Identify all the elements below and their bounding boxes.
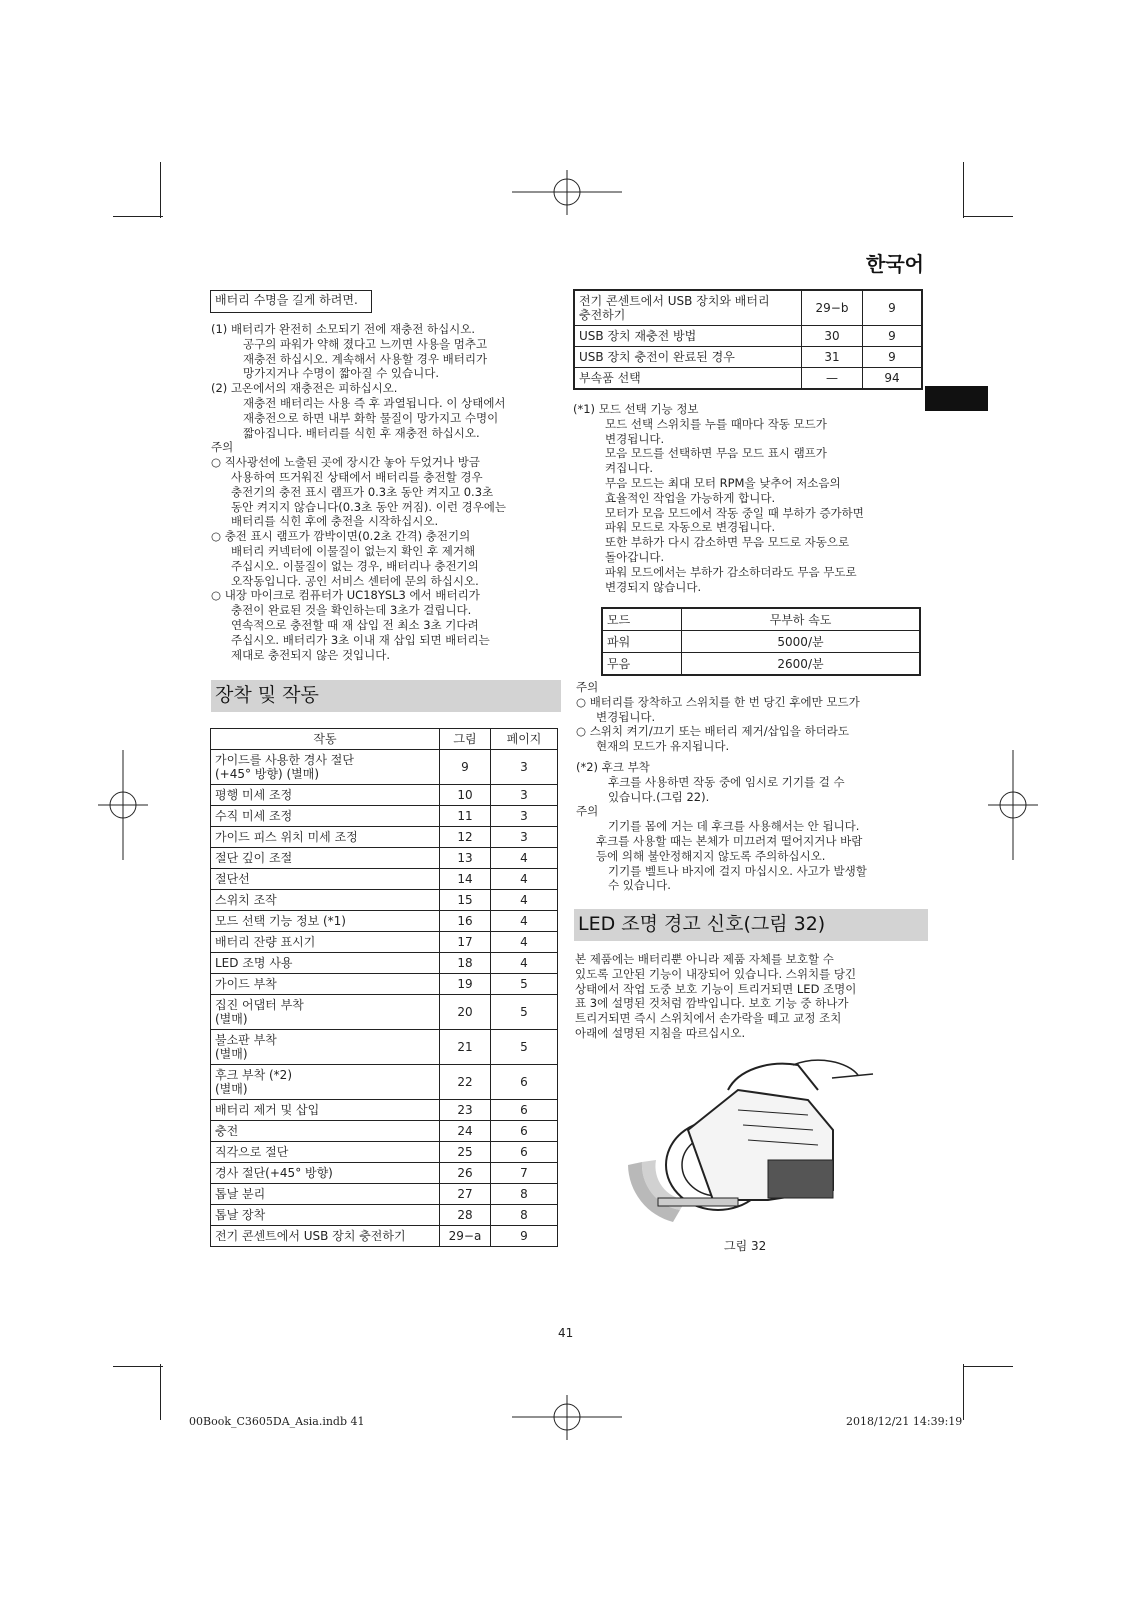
operation-cell: 수직 미세 조정	[211, 806, 440, 827]
figure-cell: 24	[440, 1121, 491, 1142]
page-cell: 9	[863, 326, 923, 347]
table-row	[211, 827, 558, 848]
mode-selection-note	[573, 402, 923, 594]
page-cell: 4	[491, 848, 558, 869]
registration-mark-bottom	[512, 1395, 622, 1440]
table-row	[211, 890, 558, 911]
text-line: ○ 직사광선에 노출된 곳에 장시간 놓아 두었거나 방금	[211, 455, 480, 470]
operation-table-continued	[573, 289, 923, 390]
text-line: 표 3에 설명된 것처럼 깜박입니다. 보호 기능 중 하나가	[575, 996, 849, 1011]
page-cell: 4	[491, 890, 558, 911]
crop-mark	[160, 1364, 161, 1420]
figure-cell: 30	[802, 326, 863, 347]
table-row	[211, 974, 558, 995]
table-header: 무부하 속도	[682, 608, 921, 631]
text-line: 무음 모드는 최대 모터 RPM을 낮추어 저소음의	[605, 475, 841, 490]
mode-cell: 무음	[602, 653, 682, 676]
page-cell: 5	[491, 995, 558, 1030]
text-line: 동안 켜지지 않습니다(0.3초 동안 꺼짐). 이런 경우에는	[231, 499, 507, 514]
table-header: 모드	[602, 608, 682, 631]
figure-cell: 15	[440, 890, 491, 911]
registration-mark-right	[988, 750, 1038, 860]
operation-cell: 가이드 부착	[211, 974, 440, 995]
text-line: 변경됩니다.	[605, 431, 665, 446]
page-cell: 3	[491, 827, 558, 848]
text-line: (2) 고온에서의 재충전은 피하십시오.	[211, 381, 398, 396]
caution-label: 주의	[576, 804, 599, 819]
operation-cell: 후크 부착 (*2) (별매)	[211, 1065, 440, 1100]
text-line: 기기를 몸에 거는 데 후크를 사용해서는 안 됩니다.	[608, 819, 860, 834]
text-line: 있습니다.(그림 22).	[608, 789, 710, 804]
text-line: 후크를 사용하면 작동 중에 임시로 기기를 걸 수	[608, 774, 845, 789]
text-line: 모드 선택 스위치를 누를 때마다 작동 모드가	[605, 416, 827, 431]
table-row	[211, 806, 558, 827]
text-line: 변경되지 않습니다.	[605, 579, 702, 594]
table-row	[211, 1184, 558, 1205]
footer-filename: 00Book_C3605DA_Asia.indb 41	[189, 1415, 365, 1428]
text-line: ○ 충전 표시 램프가 깜박이면(0.2초 간격) 충전기의	[211, 529, 471, 544]
text-line: 충전기의 충전 표시 램프가 0.3초 동안 켜지고 0.3초	[231, 484, 494, 499]
table-row	[211, 1163, 558, 1184]
text-line: 망가지거나 수명이 짧아질 수 있습니다.	[243, 366, 440, 381]
operation-cell: 경사 절단(+45° 방향)	[211, 1163, 440, 1184]
figure-cell: 13	[440, 848, 491, 869]
language-label: 한국어	[866, 252, 924, 276]
text-line: 연속적으로 충전할 때 재 삽입 전 최소 3초 기다려	[231, 617, 479, 632]
page-cell: 6	[491, 1100, 558, 1121]
text-line: 효율적인 작업을 가능하게 합니다.	[605, 490, 776, 505]
operation-cell: 절단선	[211, 869, 440, 890]
figure-cell: 16	[440, 911, 491, 932]
page-cell: 8	[491, 1205, 558, 1226]
text-line: 배터리 커넥터에 이물질이 없는지 확인 후 제거해	[231, 543, 476, 558]
table-row	[211, 785, 558, 806]
crop-mark	[963, 162, 964, 218]
text-line: 제대로 충전되지 않은 것입니다.	[231, 647, 391, 662]
page-cell: 5	[491, 974, 558, 995]
text-line: 상태에서 작업 도중 보호 기능이 트리거되면 LED 조명이	[575, 981, 857, 996]
figure-cell: 20	[440, 995, 491, 1030]
operation-cell: 집진 어댑터 부착 (별매)	[211, 995, 440, 1030]
text-line: 모터가 모음 모드에서 작동 중일 때 부하가 증가하면	[605, 505, 864, 520]
operation-table	[210, 728, 558, 1247]
figure-cell: 12	[440, 827, 491, 848]
text-line: 사용하여 뜨거워진 상태에서 배터리를 충전할 경우	[231, 469, 483, 484]
table-row	[574, 326, 922, 347]
operation-cell: 전기 콘센트에서 USB 장치 충전하기	[211, 1226, 440, 1247]
operation-cell: 평행 미세 조정	[211, 785, 440, 806]
table-row	[602, 631, 920, 653]
text-line: 또한 부하가 다시 감소하면 무음 모드로 자동으로	[605, 535, 850, 550]
table-row	[211, 1205, 558, 1226]
figure-cell: 29−a	[440, 1226, 491, 1247]
operation-cell: 가이드를 사용한 경사 절단 (+45° 방향) (별매)	[211, 750, 440, 785]
page-cell: 8	[491, 1184, 558, 1205]
figure-caption: 그림 32	[724, 1239, 767, 1253]
table-row	[211, 911, 558, 932]
text-line: 수 있습니다.	[608, 878, 671, 893]
speed-cell: 2600/분	[682, 653, 921, 676]
page-cell: 6	[491, 1142, 558, 1163]
text-line: 공구의 파워가 약해 졌다고 느끼면 사용을 멈추고	[243, 336, 488, 351]
table-header: 작동	[211, 729, 440, 750]
led-warning-text	[575, 952, 925, 1041]
table-row	[211, 1100, 558, 1121]
circular-saw-illustration	[618, 1050, 878, 1225]
text-line: 켜집니다.	[605, 461, 654, 476]
table-row	[211, 848, 558, 869]
operation-cell: 절단 깊이 조절	[211, 848, 440, 869]
crop-mark	[963, 216, 1013, 217]
page-cell: 4	[491, 932, 558, 953]
battery-life-title: 배터리 수명을 길게 하려면.	[210, 290, 372, 313]
text-line: 파워 모드로 자동으로 변경됩니다.	[605, 520, 776, 535]
table-row	[574, 290, 922, 326]
page-cell: 7	[491, 1163, 558, 1184]
crop-mark	[963, 1364, 964, 1420]
caution-label: 주의	[211, 440, 234, 455]
figure-cell: 14	[440, 869, 491, 890]
operation-cell: LED 조명 사용	[211, 953, 440, 974]
text-line: (*2) 후크 부착	[576, 759, 650, 774]
table-row	[574, 368, 922, 390]
table-row	[211, 1030, 558, 1065]
figure-cell: 21	[440, 1030, 491, 1065]
figure-cell: 9	[440, 750, 491, 785]
table-row	[211, 1121, 558, 1142]
text-line: 오작동입니다. 공인 서비스 센터에 문의 하십시오.	[231, 573, 479, 588]
crop-mark	[113, 1366, 163, 1367]
operation-table-body	[211, 750, 558, 1247]
operation-cell: 스위치 조작	[211, 890, 440, 911]
section-tab-marker	[925, 386, 988, 411]
text-line: ○ 스위치 켜기/끄기 또는 배터리 제거/삽입을 하더라도	[576, 724, 850, 739]
page-cell: 9	[863, 347, 923, 368]
text-line: 재충전 배터리는 사용 즉 후 과열됩니다. 이 상태에서	[243, 395, 506, 410]
text-line: ○ 내장 마이크로 컴퓨터가 UC18YSL3 에서 배터리가	[211, 588, 480, 603]
figure-cell: 25	[440, 1142, 491, 1163]
speed-cell: 5000/분	[682, 631, 921, 653]
text-line: 재충전 하십시오. 계속해서 사용할 경우 배터리가	[243, 351, 488, 366]
page-cell: 6	[491, 1065, 558, 1100]
led-warning-heading: LED 조명 경고 신호(그림 32)	[574, 909, 928, 941]
text-line: 모음 모드를 선택하면 무음 모드 표시 램프가	[605, 446, 827, 461]
text-line: (1) 배터리가 완전히 소모되기 전에 재충전 하십시오.	[211, 322, 476, 336]
crop-mark	[160, 162, 161, 218]
figure-cell: 31	[802, 347, 863, 368]
page-cell: 9	[863, 290, 923, 326]
caution-label: 주의	[576, 680, 599, 694]
footer-timestamp: 2018/12/21 14:39:19	[846, 1415, 963, 1428]
mode-caution	[576, 680, 926, 893]
figure-cell: 18	[440, 953, 491, 974]
operation-cell: 불소판 부착 (별매)	[211, 1030, 440, 1065]
operation-cell: 톱날 장착	[211, 1205, 440, 1226]
text-line: (*1) 모드 선택 기능 정보	[573, 402, 699, 416]
table-header: 그림	[440, 729, 491, 750]
text-line: 후크를 사용할 때는 본체가 미끄러져 떨어지거나 바람	[596, 833, 863, 848]
battery-life-text	[211, 322, 557, 662]
operation-cell: 충전	[211, 1121, 440, 1142]
text-line: 변경됩니다.	[596, 709, 656, 724]
crop-mark	[113, 216, 163, 217]
table-row	[211, 932, 558, 953]
text-line: 돌아갑니다.	[605, 549, 665, 564]
page-cell: 94	[863, 368, 923, 390]
operation-cell: USB 장치 충전이 완료된 경우	[574, 347, 802, 368]
registration-mark-top	[512, 170, 622, 215]
text-line: 짧아집니다. 배터리를 식힌 후 재충전 하십시오.	[243, 425, 480, 440]
figure-cell: 29−b	[802, 290, 863, 326]
page-cell: 3	[491, 750, 558, 785]
text-line: 파워 모드에서는 부하가 감소하더라도 무음 무도로	[605, 564, 857, 579]
operation-cell: 모드 선택 기능 정보 (*1)	[211, 911, 440, 932]
operation-cell: 톱날 분리	[211, 1184, 440, 1205]
text-line: 재충전으로 하면 내부 화학 물질이 망가지고 수명이	[243, 410, 499, 425]
table-row	[211, 750, 558, 785]
text-line: 주십시오. 배터리가 3초 이내 재 삽입 되면 배터리는	[231, 632, 490, 647]
page-cell: 6	[491, 1121, 558, 1142]
page-cell: 4	[491, 911, 558, 932]
mode-speed-table	[601, 607, 921, 676]
table-row	[211, 953, 558, 974]
operation-cell: 부속품 선택	[574, 368, 802, 390]
page-cell: 4	[491, 869, 558, 890]
figure-cell: 10	[440, 785, 491, 806]
figure-cell: 26	[440, 1163, 491, 1184]
page-number: 41	[558, 1326, 574, 1340]
text-line: 트리거되면 즉시 스위치에서 손가락을 떼고 교정 조치	[575, 1011, 842, 1026]
operation-cell: 전기 콘센트에서 USB 장치와 배터리 충전하기	[574, 290, 802, 326]
text-line: ○ 배터리를 장착하고 스위치를 한 번 당긴 후에만 모드가	[576, 694, 860, 709]
figure-cell: 17	[440, 932, 491, 953]
figure-cell: 27	[440, 1184, 491, 1205]
text-line: 기기를 벨트나 바지에 걸지 마십시오. 사고가 발생할	[608, 863, 867, 878]
table-row	[211, 1142, 558, 1163]
operation-cell: 가이드 피스 위치 미세 조정	[211, 827, 440, 848]
table-row	[602, 653, 920, 676]
text-line: 주십시오. 이물질이 없는 경우, 배터리나 충전기의	[231, 558, 479, 573]
text-line: 충전이 완료된 것을 확인하는데 3초가 걸립니다.	[231, 603, 472, 618]
text-line: 현재의 모드가 유지됩니다.	[596, 739, 730, 754]
crop-mark	[963, 1366, 1013, 1367]
text-line: 등에 의해 불안정해지지 않도록 주의하십시오.	[596, 848, 826, 863]
table-row	[211, 995, 558, 1030]
text-line: 아래에 설명된 지침을 따르십시오.	[575, 1025, 746, 1040]
figure-cell: —	[802, 368, 863, 390]
figure-cell: 11	[440, 806, 491, 827]
page-cell: 3	[491, 806, 558, 827]
registration-mark-left	[98, 750, 148, 860]
table-row	[574, 347, 922, 368]
page-cell: 4	[491, 953, 558, 974]
table-row	[211, 1065, 558, 1100]
figure-cell: 19	[440, 974, 491, 995]
operation-cell: 직각으로 절단	[211, 1142, 440, 1163]
mode-cell: 파워	[602, 631, 682, 653]
operation-cell: 배터리 잔량 표시기	[211, 932, 440, 953]
table-row	[211, 869, 558, 890]
page-cell: 5	[491, 1030, 558, 1065]
mount-operation-heading: 장착 및 작동	[211, 680, 561, 712]
table-header: 페이지	[491, 729, 558, 750]
figure-cell: 28	[440, 1205, 491, 1226]
operation-cell: USB 장치 재충전 방법	[574, 326, 802, 347]
operation-table-continued-body	[574, 290, 922, 389]
table-row	[211, 1226, 558, 1247]
text-line: 배터리를 식힌 후에 충전을 시작하십시오.	[231, 514, 439, 529]
page-cell: 9	[491, 1226, 558, 1247]
operation-cell: 배터리 제거 및 삽입	[211, 1100, 440, 1121]
page-cell: 3	[491, 785, 558, 806]
text-line: 본 제품에는 배터리뿐 아니라 제품 자체를 보호할 수	[575, 952, 834, 966]
figure-cell: 22	[440, 1065, 491, 1100]
text-line: 있도록 고안된 기능이 내장되어 있습니다. 스위치를 당긴	[575, 966, 857, 981]
figure-cell: 23	[440, 1100, 491, 1121]
